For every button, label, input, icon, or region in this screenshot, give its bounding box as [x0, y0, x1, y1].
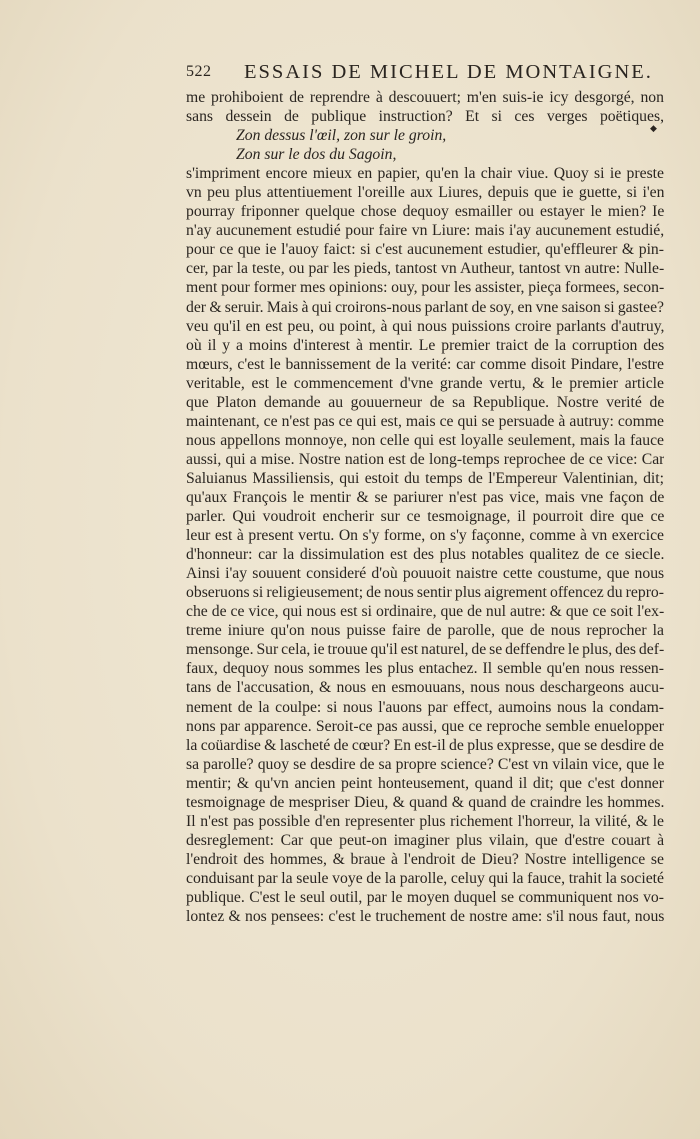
text-line: mœurs, c'est le bannissement de la verité: car comme disoit Pindare, l'estre	[186, 355, 664, 373]
text-line: nement de la coulpe: si nous l'auons par effect, aumoins nous la condam-	[186, 698, 664, 716]
text-line: l'endroit des hommes, & braue à l'endroit de Dieu? Nostre intelligence se	[186, 850, 664, 868]
text-line: treme iniure qu'on nous puisse faire de parolle, que de nous reprocher la	[186, 622, 664, 640]
text-line: aussi, qui a mise. Nostre nation est de long-temps reprochee de ce vice: Car	[186, 450, 664, 468]
text-line: que Platon demande au gouuerneur de sa Republique. Nostre verité de	[186, 393, 664, 411]
ink-mark: ◆	[650, 124, 657, 134]
text-line: publique. C'est le seul outil, par le moyen duquel se communiquent nos vo-	[186, 888, 664, 906]
text-line: vn peu plus attentiuement l'oreille aux Liures, depuis que ie guette, si i'en	[186, 184, 664, 202]
text-line: Il n'est pas possible d'en representer plus richement l'horreur, la vilité, & le	[186, 812, 664, 830]
text-line: n'ay aucunement estudié pour faire vn Liure: mais i'ay aucunement estudié,	[186, 222, 664, 240]
text-line: che de ce vice, qui nous est si ordinaire, que de nul autre: & que ce soit l'ex-	[186, 603, 664, 621]
text-line: parler. Qui voudroit encherir sur ce tesmoignage, il pourroit dire que ce	[186, 508, 664, 526]
text-line: ment pour former mes opinions: ouy, pour les assister, pieça formees, secon-	[186, 279, 664, 297]
text-line: faux, dequoy nous sommes les plus entachez. Il semble qu'en nous ressen-	[186, 660, 664, 678]
text-line: veritable, est le commencement d'vne grande vertu, & le premier article	[186, 374, 664, 392]
text-line: maintenant, ce n'est pas ce qui est, mais ce qui se persuade à autruy: comme	[186, 412, 664, 430]
text-line: lontez & nos pensees: c'est le truchement de nostre ame: s'il nous faut, nous	[186, 908, 664, 926]
text-line: mentir; & qu'vn ancien peint honteusement, quand il dit; que c'est donner	[186, 774, 664, 792]
text-line: d'honneur: car la dissimulation est des plus notables qualitez de ce siecle.	[186, 546, 664, 564]
verse-line: Zon sur le dos du Sagoin,	[236, 146, 397, 164]
text-line: sa parolle? quoy se desdire de sa propre science? C'est vn vilain vice, que le	[186, 755, 664, 773]
text-line: desreglement: Car que peut-on imaginer plus vilain, que d'estre couart à	[186, 831, 664, 849]
text-line: mensonge. Sur cela, ie trouue qu'il est naturel, de se deffendre le plus, des def-	[186, 641, 664, 659]
text-line: la coüardise & lascheté de cœur? En est-il de plus expresse, que se desdire de	[186, 736, 664, 754]
text-line: s'impriment encore mieux en papier, qu'en la chair viue. Quoy si ie preste	[186, 165, 664, 183]
text-line: veu qu'il en est peu, ou point, à qui nous puissions croire parlants d'autruy,	[186, 317, 664, 335]
page-number: 522	[186, 63, 212, 80]
text-line: qu'aux François le mentir & se pariurer n'est pas vice, mais vne façon de	[186, 488, 664, 506]
text-line: Ainsi i'ay souuent consideré d'où pouuoit naistre cette coustume, que nous	[186, 565, 664, 583]
text-line: me prohiboient de reprendre à descouuert; m'en suis-ie icy desgorgé, non	[186, 89, 664, 106]
text-line: pourray friponner quelque chose dequoy esmailler ou estayer le mien? Ie	[186, 203, 664, 221]
text-line: tans de l'accusation, & nous en esmouuans, nous nous deschargeons aucu-	[186, 679, 664, 697]
text-line: cer, par la teste, ou par les pieds, tantost vn Autheur, tantost vn autre: Nulle-	[186, 260, 664, 278]
text-line: nons par apparence. Seroit-ce pas aussi, que ce reproche semble enuelopper	[186, 717, 664, 735]
text-block	[186, 56, 664, 926]
text-line: conduisant par la seule voye de la parolle, celuy qui la fauce, trahit la societé	[186, 869, 664, 887]
text-line: pour ce que ie l'auoy faict: si c'est aucunement estudier, qu'effleurer & pin-	[186, 241, 664, 259]
body-text	[186, 88, 664, 926]
running-title: ESSAIS DE MICHEL DE MONTAIGNE.	[244, 61, 653, 83]
page-header	[186, 56, 664, 88]
text-line: Saluianus Massiliensis, qui estoit du temps de l'Empereur Valentinian, dit;	[186, 469, 664, 487]
text-line: obseruons si religieusement; de nous sentir plus aigrement offencez du repro-	[186, 584, 664, 602]
text-line: der & seruir. Mais à qui croirons-nous parlant de soy, en vne saison si gastee?	[186, 298, 664, 316]
text-line: sans dessein de publique instruction? Et si ces verges poëtiques,	[186, 108, 664, 126]
text-line: nous appellons monnoye, non celle qui est loyalle seulement, mais la fauce	[186, 431, 664, 449]
text-line: tesmoignage de mespriser Dieu, & quand & quand de craindre les hommes.	[186, 793, 664, 811]
text-line: leur est à present vertu. On s'y forme, on s'y façonne, comme à vn exercice	[186, 527, 664, 545]
verse-line: Zon dessus l'œil, zon sur le groin,	[236, 127, 447, 145]
text-line: où il y a moins d'interest à mentir. Le premier traict de la corruption des	[186, 336, 664, 354]
